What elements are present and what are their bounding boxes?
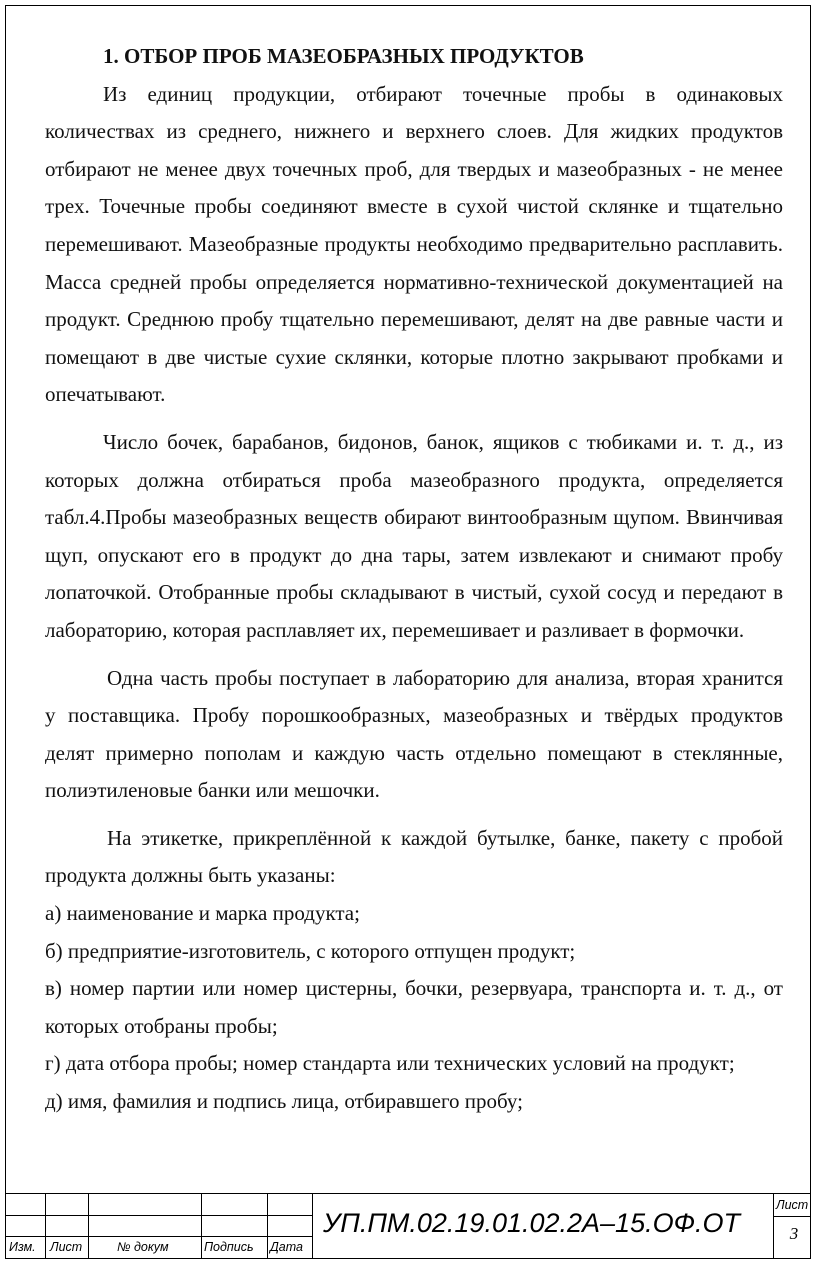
- stamp-label-data: Дата: [270, 1240, 303, 1254]
- document-body: [45, 38, 783, 1121]
- stamp-label-sheet: Лист: [776, 1198, 809, 1212]
- stamp-label-podpis: Подпись: [204, 1240, 254, 1254]
- list-item-g: г) дата отбора пробы; номер стандарта или технических условий на продукт;: [45, 1051, 735, 1076]
- stamp-row-line: [5, 1236, 312, 1237]
- stamp-label-list: Лист: [50, 1240, 83, 1254]
- stamp-divider: [312, 1194, 313, 1259]
- title-block-stamp: [5, 1193, 811, 1259]
- stamp-divider: [201, 1194, 202, 1259]
- paragraph-2: Число бочек, барабанов, бидонов, банок, ящиков с тюбиками и. т. д., из которых должна отбираться проба мазеобразного продукта, определяется табл.4.Пробы мазеобразных веществ обирают винтообразным щупом. Ввинчивая щуп, опускают его в продукт до дна тары, затем извлекают и снимают пробу лопаточкой. Отобранные пробы складывают в чистый, сухой сосуд и передают в лабораторию, которая расплавляет их, перемешивает и разливает в формочки.: [45, 429, 783, 642]
- paragraph-4: На этикетке, прикреплённой к каждой бутылке, банке, пакету с пробой продукта должны быть указаны:: [45, 825, 783, 888]
- list-item-a: а) наименование и марка продукта;: [45, 901, 360, 926]
- stamp-label-dokum: № докум: [117, 1240, 169, 1254]
- stamp-label-izm: Изм.: [9, 1240, 36, 1254]
- list-item-d: д) имя, фамилия и подпись лица, отбиравшего пробу;: [45, 1089, 523, 1114]
- stamp-row-line: [5, 1215, 312, 1216]
- sheet-number: 3: [789, 1224, 799, 1243]
- stamp-divider: [267, 1194, 268, 1259]
- paragraph-1: Из единиц продукции, отбирают точечные пробы в одинаковых количествах из среднего, нижнего и верхнего слоев. Для жидких продуктов отбирают не менее двух точечных проб, для твердых и мазеобразных - не менее трех. Точечные пробы соединяют вместе в сухой чистой склянке и тщательно перемешивают. Мазеобразные продукты необходимо предварительно расплавить. Масса средней пробы определяется нормативно-технической документацией на продукт. Среднюю пробу тщательно перемешивают, делят на две равные части и помещают в две чистые сухие склянки, которые плотно закрывают пробками и опечатывают.: [45, 81, 783, 407]
- stamp-divider: [88, 1194, 89, 1259]
- stamp-divider: [45, 1194, 46, 1259]
- section-heading: 1. ОТБОР ПРОБ МАЗЕОБРАЗНЫХ ПРОДУКТОВ: [103, 44, 584, 68]
- stamp-row-line: [773, 1216, 811, 1217]
- paragraph-3: Одна часть пробы поступает в лабораторию для анализа, вторая хранится у поставщика. Пробу порошкообразных, мазеобразных и твёрдых продуктов делят примерно пополам и каждую часть отдельно помещают в стеклянные, полиэтиленовые банки или мешочки.: [45, 665, 783, 803]
- document-code: УП.ПМ.02.19.01.02.2А–15.ОФ.ОТ: [323, 1208, 741, 1238]
- list-item-b: б) предприятие-изготовитель, с которого отпущен продукт;: [45, 938, 576, 963]
- list-item-v: в) номер партии или номер цистерны, бочки, резервуара, транспорта и. т. д., от которых отобраны пробы;: [45, 976, 783, 1038]
